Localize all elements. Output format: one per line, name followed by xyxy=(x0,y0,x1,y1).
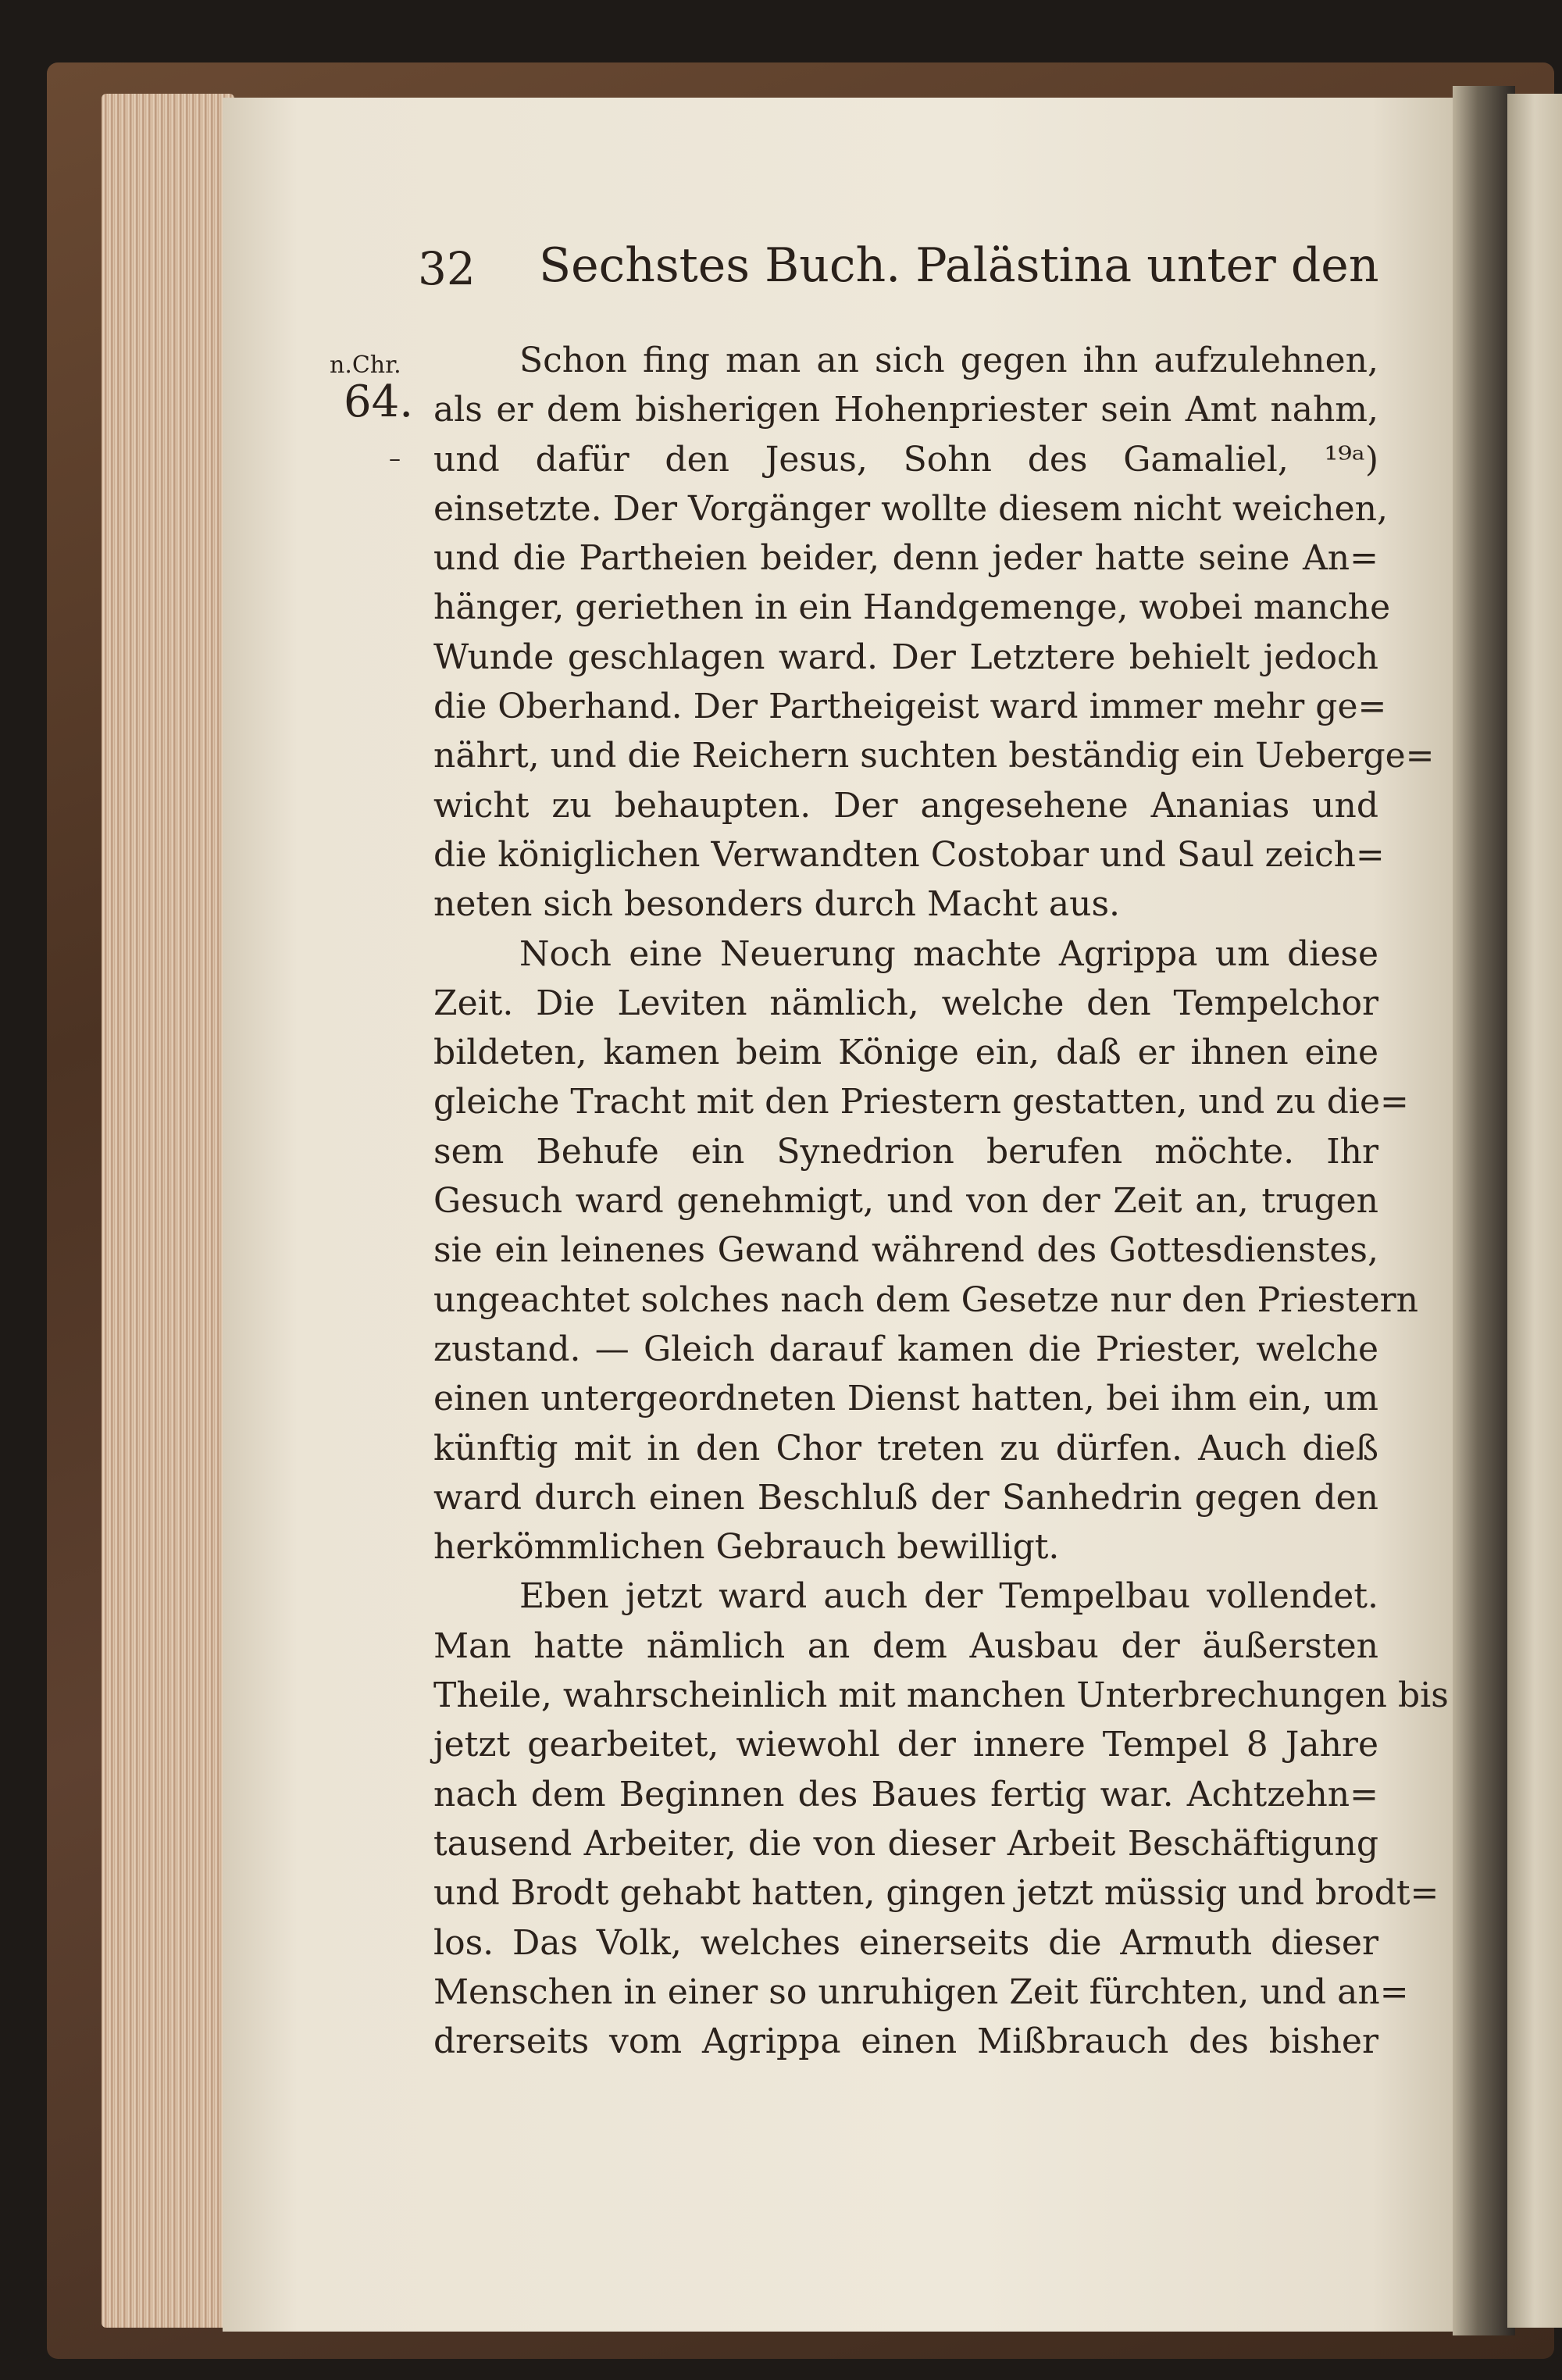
text-line: und Brodt gehabt hatten, gingen jetzt müssig und brodt= xyxy=(433,1873,1439,1914)
text-line: Menschen in einer so unruhigen Zeit fürchten, und an= xyxy=(433,1971,1409,2012)
text-line: und dafür den Jesus, Sohn des Gamaliel, ¹⁹ᵃ) xyxy=(433,439,1378,480)
text-line: bildeten, kamen beim Könige ein, daß er ihnen eine xyxy=(433,1033,1378,1073)
text-line: herkömmlichen Gebrauch bewilligt. xyxy=(433,1527,1060,1568)
text-line: neten sich besonders durch Macht aus. xyxy=(433,884,1121,925)
text-line: zustand. — Gleich darauf kamen die Priester, welche xyxy=(433,1329,1378,1369)
gutter-shadow xyxy=(1453,86,1515,2335)
next-page-edge xyxy=(1507,94,1562,2328)
text-line: einen untergeordneten Dienst hatten, bei ihm ein, um xyxy=(433,1379,1378,1419)
margin-era-note: n.Chr. xyxy=(330,351,401,379)
text-line: sem Behufe ein Synedrion berufen möchte. Ihr xyxy=(433,1131,1378,1172)
page-edges xyxy=(102,94,234,2328)
text-line: drerseits vom Agrippa einen Mißbrauch des bisher xyxy=(433,2021,1378,2062)
text-line: die königlichen Verwandten Costobar und Saul zeich= xyxy=(433,834,1385,875)
text-line: nährt, und die Reichern suchten beständig ein Ueberge= xyxy=(433,736,1435,776)
text-line: als er dem bisherigen Hohenpriester sein Amt nahm, xyxy=(433,390,1378,430)
text-line: künftig mit in den Chor treten zu dürfen. Auch dieß xyxy=(433,1428,1378,1468)
margin-dash: – xyxy=(389,445,401,473)
page-number: 32 xyxy=(418,242,476,295)
text-line: Man hatte nämlich an dem Ausbau der äußersten xyxy=(433,1625,1378,1666)
text-line: und die Partheien beider, denn jeder hatte seine An= xyxy=(433,538,1378,579)
text-line: Zeit. Die Leviten nämlich, welche den Tempelchor xyxy=(433,983,1378,1023)
margin-year-note: 64. xyxy=(344,376,414,427)
text-line: gleiche Tracht mit den Priestern gestatten, und zu die= xyxy=(433,1082,1409,1122)
text-line: Eben jetzt ward auch der Tempelbau vollendet. xyxy=(519,1576,1378,1617)
text-line: Schon fing man an sich gegen ihn aufzulehnen, xyxy=(519,341,1378,380)
text-line: die Oberhand. Der Partheigeist ward immer mehr ge= xyxy=(433,687,1387,727)
text-line: hänger, geriethen in ein Handgemenge, wobei manche xyxy=(433,587,1391,628)
text-line: jetzt gearbeitet, wiewohl der innere Tempel 8 Jahre xyxy=(433,1725,1378,1765)
text-line: Noch eine Neuerung machte Agrippa um diese xyxy=(519,933,1378,974)
text-line: ungeachtet solches nach dem Gesetze nur den Priestern xyxy=(433,1279,1419,1320)
text-line: sie ein leinenes Gewand während des Gottesdienstes, xyxy=(433,1230,1378,1271)
text-line: los. Das Volk, welches einerseits die Armuth dieser xyxy=(433,1922,1378,1963)
text-line: wicht zu behaupten. Der angesehene Ananias und xyxy=(433,785,1378,826)
text-line: Theile, wahrscheinlich mit manchen Unterbrechungen bis xyxy=(433,1675,1449,1716)
text-line: einsetzte. Der Vorgänger wollte diesem nicht weichen, xyxy=(433,488,1388,529)
text-line: nach dem Beginnen des Baues fertig war. Achtzehn= xyxy=(433,1774,1378,1814)
text-line: ward durch einen Beschluß der Sanhedrin gegen den xyxy=(433,1477,1378,1518)
text-line: Wunde geschlagen ward. Der Letztere behielt jedoch xyxy=(433,637,1378,677)
text-line: Gesuch ward genehmigt, und von der Zeit an, trugen xyxy=(433,1181,1378,1222)
body-text xyxy=(433,336,1449,2066)
running-header: Sechstes Buch. Palästina unter den xyxy=(539,238,1379,293)
text-line: tausend Arbeiter, die von dieser Arbeit Beschäftigung xyxy=(433,1823,1378,1864)
